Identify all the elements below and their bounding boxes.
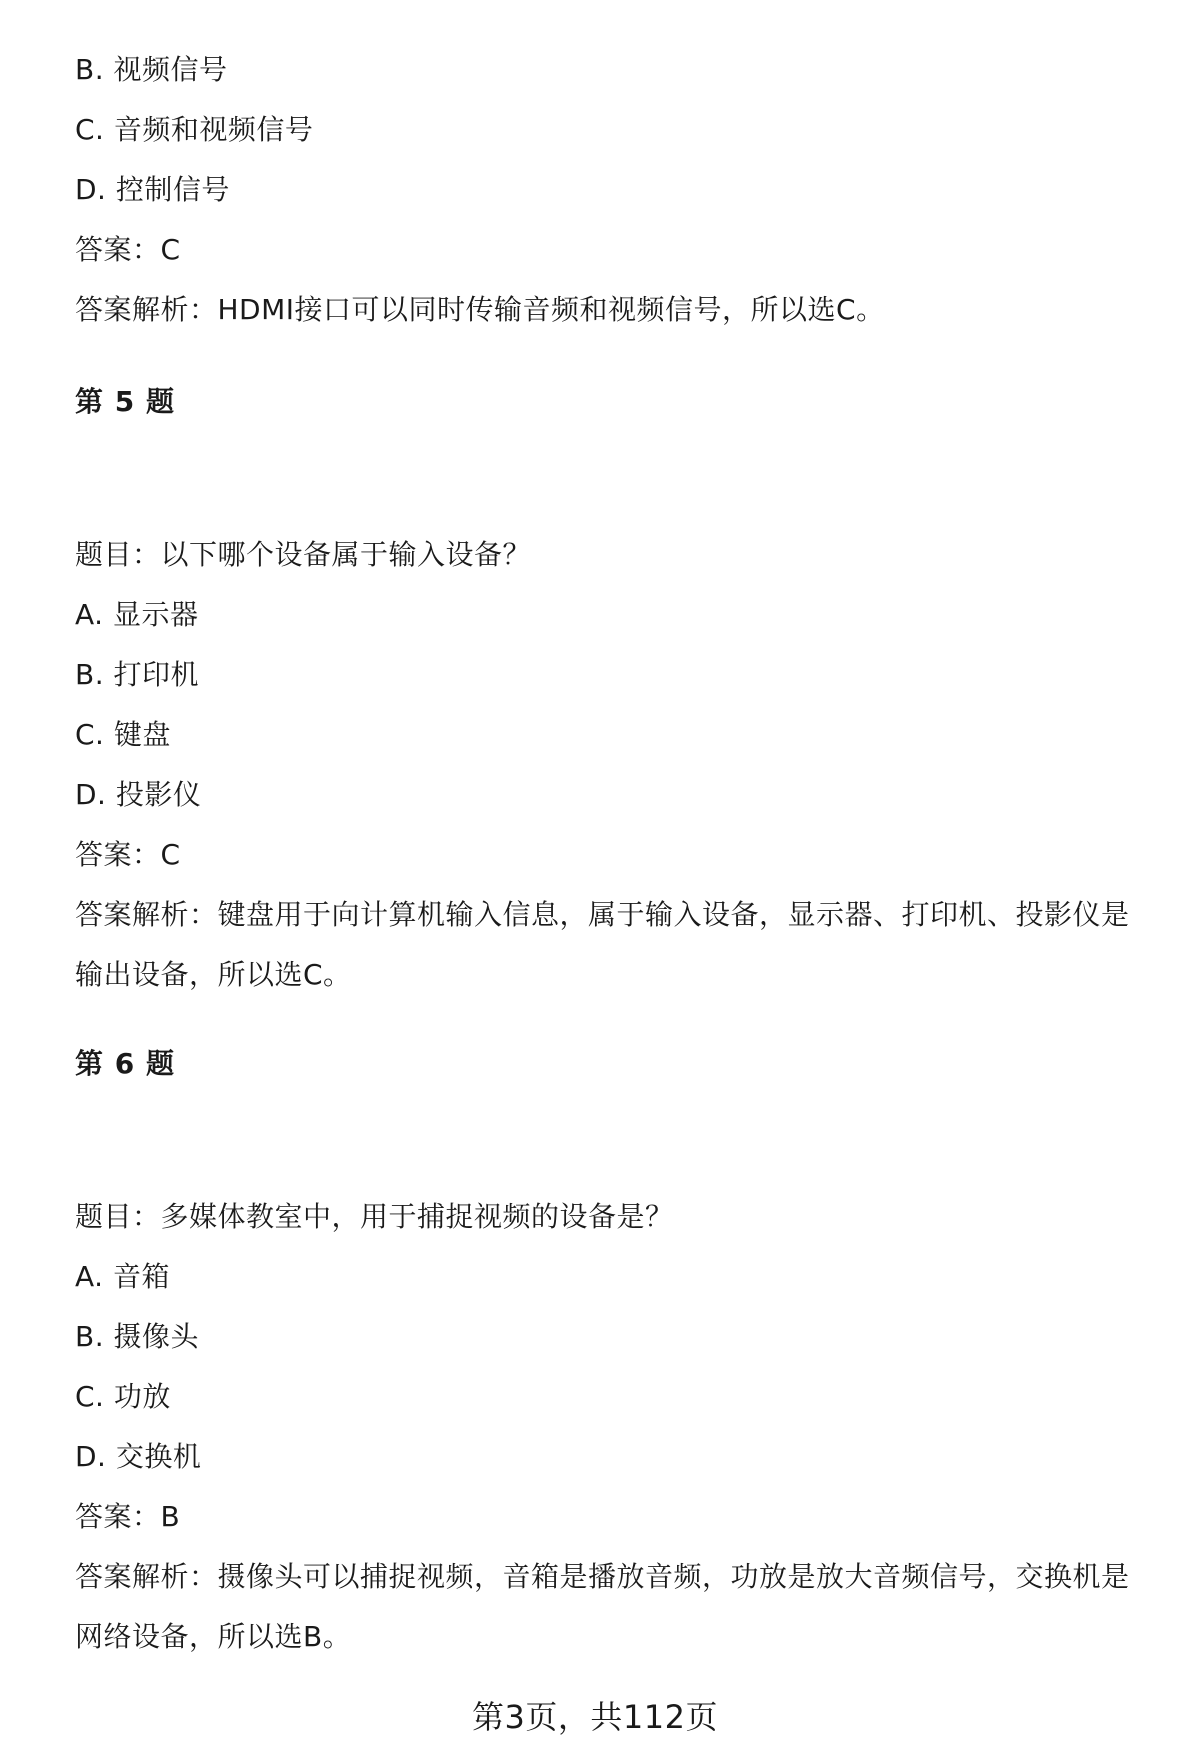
q5-answer: 答案：C <box>75 838 181 871</box>
q5-heading: 第 5 题 <box>75 385 175 418</box>
q6-option-c: C. 功放 <box>75 1380 171 1413</box>
q6-answer: 答案：B <box>75 1500 181 1533</box>
q5-stem: 题目：以下哪个设备属于输入设备？ <box>75 538 532 571</box>
q6-explanation: 答案解析：摄像头可以捕捉视频，音箱是播放音频，功放是放大音频信号，交换机是网络设备，所以选B。 <box>75 1560 1130 1653</box>
prev-option-c: C. 音频和视频信号 <box>75 113 314 146</box>
q5-option-c: C. 键盘 <box>75 718 171 751</box>
q6-heading: 第 6 题 <box>75 1047 175 1080</box>
q6-option-a: A. 音箱 <box>75 1260 170 1293</box>
q5-option-d: D. 投影仪 <box>75 778 202 811</box>
q5-explanation: 答案解析：键盘用于向计算机输入信息，属于输入设备，显示器、打印机、投影仪是输出设备，所以选C。 <box>75 898 1130 991</box>
page-number-footer: 第3页，共112页 <box>472 1698 718 1736</box>
prev-answer: 答案：C <box>75 233 181 266</box>
q6-stem: 题目：多媒体教室中，用于捕捉视频的设备是？ <box>75 1200 674 1233</box>
prev-option-b: B. 视频信号 <box>75 53 228 86</box>
q6-option-b: B. 摄像头 <box>75 1320 200 1353</box>
prev-option-d: D. 控制信号 <box>75 173 230 206</box>
q5-option-a: A. 显示器 <box>75 598 199 631</box>
prev-explanation: 答案解析：HDMI接口可以同时传输音频和视频信号，所以选C。 <box>75 293 885 326</box>
q6-option-d: D. 交换机 <box>75 1440 202 1473</box>
q5-option-b: B. 打印机 <box>75 658 200 691</box>
